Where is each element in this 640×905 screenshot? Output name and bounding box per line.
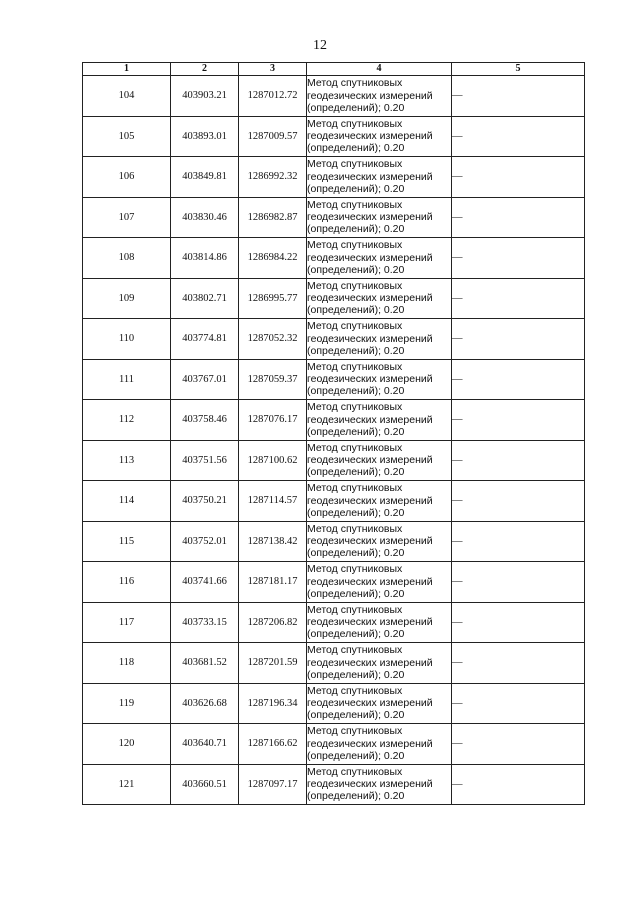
y-coordinate-cell: 1287201.59 — [239, 643, 307, 684]
method-cell: Метод спутниковых геодезических измерений (определений); 0.20 — [307, 683, 452, 724]
coordinates-table — [82, 62, 585, 805]
method-cell: Метод спутниковых геодезических измерений (определений); 0.20 — [307, 764, 452, 805]
method-cell: Метод спутниковых геодезических измерений (определений); 0.20 — [307, 116, 452, 157]
method-cell: Метод спутниковых геодезических измерений (определений); 0.20 — [307, 440, 452, 481]
column-header: 4 — [307, 63, 452, 76]
x-coordinate-cell: 403750.21 — [171, 481, 239, 522]
note-cell: — — [452, 440, 585, 481]
table-row — [83, 440, 585, 481]
table-header-row — [83, 63, 585, 76]
point-number-cell: 110 — [83, 319, 171, 360]
y-coordinate-cell: 1287059.37 — [239, 359, 307, 400]
y-coordinate-cell: 1287012.72 — [239, 76, 307, 117]
point-number-cell: 111 — [83, 359, 171, 400]
column-header: 1 — [83, 63, 171, 76]
note-cell: — — [452, 724, 585, 765]
method-cell: Метод спутниковых геодезических измерений (определений); 0.20 — [307, 521, 452, 562]
y-coordinate-cell: 1287196.34 — [239, 683, 307, 724]
method-cell: Метод спутниковых геодезических измерений (определений); 0.20 — [307, 643, 452, 684]
table-row — [83, 116, 585, 157]
table-row — [83, 197, 585, 238]
x-coordinate-cell: 403849.81 — [171, 157, 239, 198]
note-cell: — — [452, 481, 585, 522]
point-number-cell: 106 — [83, 157, 171, 198]
table-row — [83, 683, 585, 724]
x-coordinate-cell: 403767.01 — [171, 359, 239, 400]
point-number-cell: 117 — [83, 602, 171, 643]
point-number-cell: 108 — [83, 238, 171, 279]
table-row — [83, 764, 585, 805]
table-row — [83, 400, 585, 441]
note-cell: — — [452, 319, 585, 360]
point-number-cell: 118 — [83, 643, 171, 684]
method-cell: Метод спутниковых геодезических измерений (определений); 0.20 — [307, 724, 452, 765]
y-coordinate-cell: 1287181.17 — [239, 562, 307, 603]
table-row — [83, 602, 585, 643]
note-cell: — — [452, 602, 585, 643]
column-header: 3 — [239, 63, 307, 76]
point-number-cell: 119 — [83, 683, 171, 724]
point-number-cell: 113 — [83, 440, 171, 481]
note-cell: — — [452, 683, 585, 724]
x-coordinate-cell: 403903.21 — [171, 76, 239, 117]
table-row — [83, 278, 585, 319]
x-coordinate-cell: 403814.86 — [171, 238, 239, 279]
point-number-cell: 114 — [83, 481, 171, 522]
table-row — [83, 76, 585, 117]
x-coordinate-cell: 403830.46 — [171, 197, 239, 238]
x-coordinate-cell: 403733.15 — [171, 602, 239, 643]
x-coordinate-cell: 403893.01 — [171, 116, 239, 157]
y-coordinate-cell: 1287206.82 — [239, 602, 307, 643]
y-coordinate-cell: 1286982.87 — [239, 197, 307, 238]
column-header: 2 — [171, 63, 239, 76]
y-coordinate-cell: 1287097.17 — [239, 764, 307, 805]
table-row — [83, 562, 585, 603]
note-cell: — — [452, 764, 585, 805]
note-cell: — — [452, 521, 585, 562]
table-row — [83, 521, 585, 562]
method-cell: Метод спутниковых геодезических измерений (определений); 0.20 — [307, 400, 452, 441]
x-coordinate-cell: 403758.46 — [171, 400, 239, 441]
note-cell: — — [452, 157, 585, 198]
y-coordinate-cell: 1287138.42 — [239, 521, 307, 562]
note-cell: — — [452, 359, 585, 400]
x-coordinate-cell: 403802.71 — [171, 278, 239, 319]
y-coordinate-cell: 1286984.22 — [239, 238, 307, 279]
note-cell: — — [452, 400, 585, 441]
table-row — [83, 157, 585, 198]
x-coordinate-cell: 403774.81 — [171, 319, 239, 360]
method-cell: Метод спутниковых геодезических измерений (определений); 0.20 — [307, 359, 452, 400]
note-cell: — — [452, 76, 585, 117]
note-cell: — — [452, 562, 585, 603]
method-cell: Метод спутниковых геодезических измерений (определений); 0.20 — [307, 278, 452, 319]
method-cell: Метод спутниковых геодезических измерений (определений); 0.20 — [307, 76, 452, 117]
y-coordinate-cell: 1287100.62 — [239, 440, 307, 481]
method-cell: Метод спутниковых геодезических измерений (определений); 0.20 — [307, 319, 452, 360]
method-cell: Метод спутниковых геодезических измерений (определений); 0.20 — [307, 602, 452, 643]
note-cell: — — [452, 278, 585, 319]
y-coordinate-cell: 1287076.17 — [239, 400, 307, 441]
table-row — [83, 359, 585, 400]
point-number-cell: 105 — [83, 116, 171, 157]
x-coordinate-cell: 403681.52 — [171, 643, 239, 684]
y-coordinate-cell: 1287114.57 — [239, 481, 307, 522]
point-number-cell: 109 — [83, 278, 171, 319]
method-cell: Метод спутниковых геодезических измерений (определений); 0.20 — [307, 157, 452, 198]
x-coordinate-cell: 403741.66 — [171, 562, 239, 603]
point-number-cell: 112 — [83, 400, 171, 441]
method-cell: Метод спутниковых геодезических измерений (определений); 0.20 — [307, 238, 452, 279]
table-row — [83, 643, 585, 684]
note-cell: — — [452, 197, 585, 238]
y-coordinate-cell: 1287009.57 — [239, 116, 307, 157]
method-cell: Метод спутниковых геодезических измерений (определений); 0.20 — [307, 197, 452, 238]
y-coordinate-cell: 1287052.32 — [239, 319, 307, 360]
table-row — [83, 724, 585, 765]
point-number-cell: 107 — [83, 197, 171, 238]
point-number-cell: 104 — [83, 76, 171, 117]
table-row — [83, 238, 585, 279]
table-row — [83, 319, 585, 360]
point-number-cell: 115 — [83, 521, 171, 562]
page-number: 12 — [313, 38, 327, 53]
column-header: 5 — [452, 63, 585, 76]
note-cell: — — [452, 116, 585, 157]
x-coordinate-cell: 403752.01 — [171, 521, 239, 562]
method-cell: Метод спутниковых геодезических измерений (определений); 0.20 — [307, 562, 452, 603]
x-coordinate-cell: 403640.71 — [171, 724, 239, 765]
method-cell: Метод спутниковых геодезических измерений (определений); 0.20 — [307, 481, 452, 522]
x-coordinate-cell: 403660.51 — [171, 764, 239, 805]
x-coordinate-cell: 403626.68 — [171, 683, 239, 724]
y-coordinate-cell: 1287166.62 — [239, 724, 307, 765]
point-number-cell: 120 — [83, 724, 171, 765]
point-number-cell: 116 — [83, 562, 171, 603]
x-coordinate-cell: 403751.56 — [171, 440, 239, 481]
y-coordinate-cell: 1286995.77 — [239, 278, 307, 319]
point-number-cell: 121 — [83, 764, 171, 805]
y-coordinate-cell: 1286992.32 — [239, 157, 307, 198]
note-cell: — — [452, 643, 585, 684]
note-cell: — — [452, 238, 585, 279]
table-row — [83, 481, 585, 522]
